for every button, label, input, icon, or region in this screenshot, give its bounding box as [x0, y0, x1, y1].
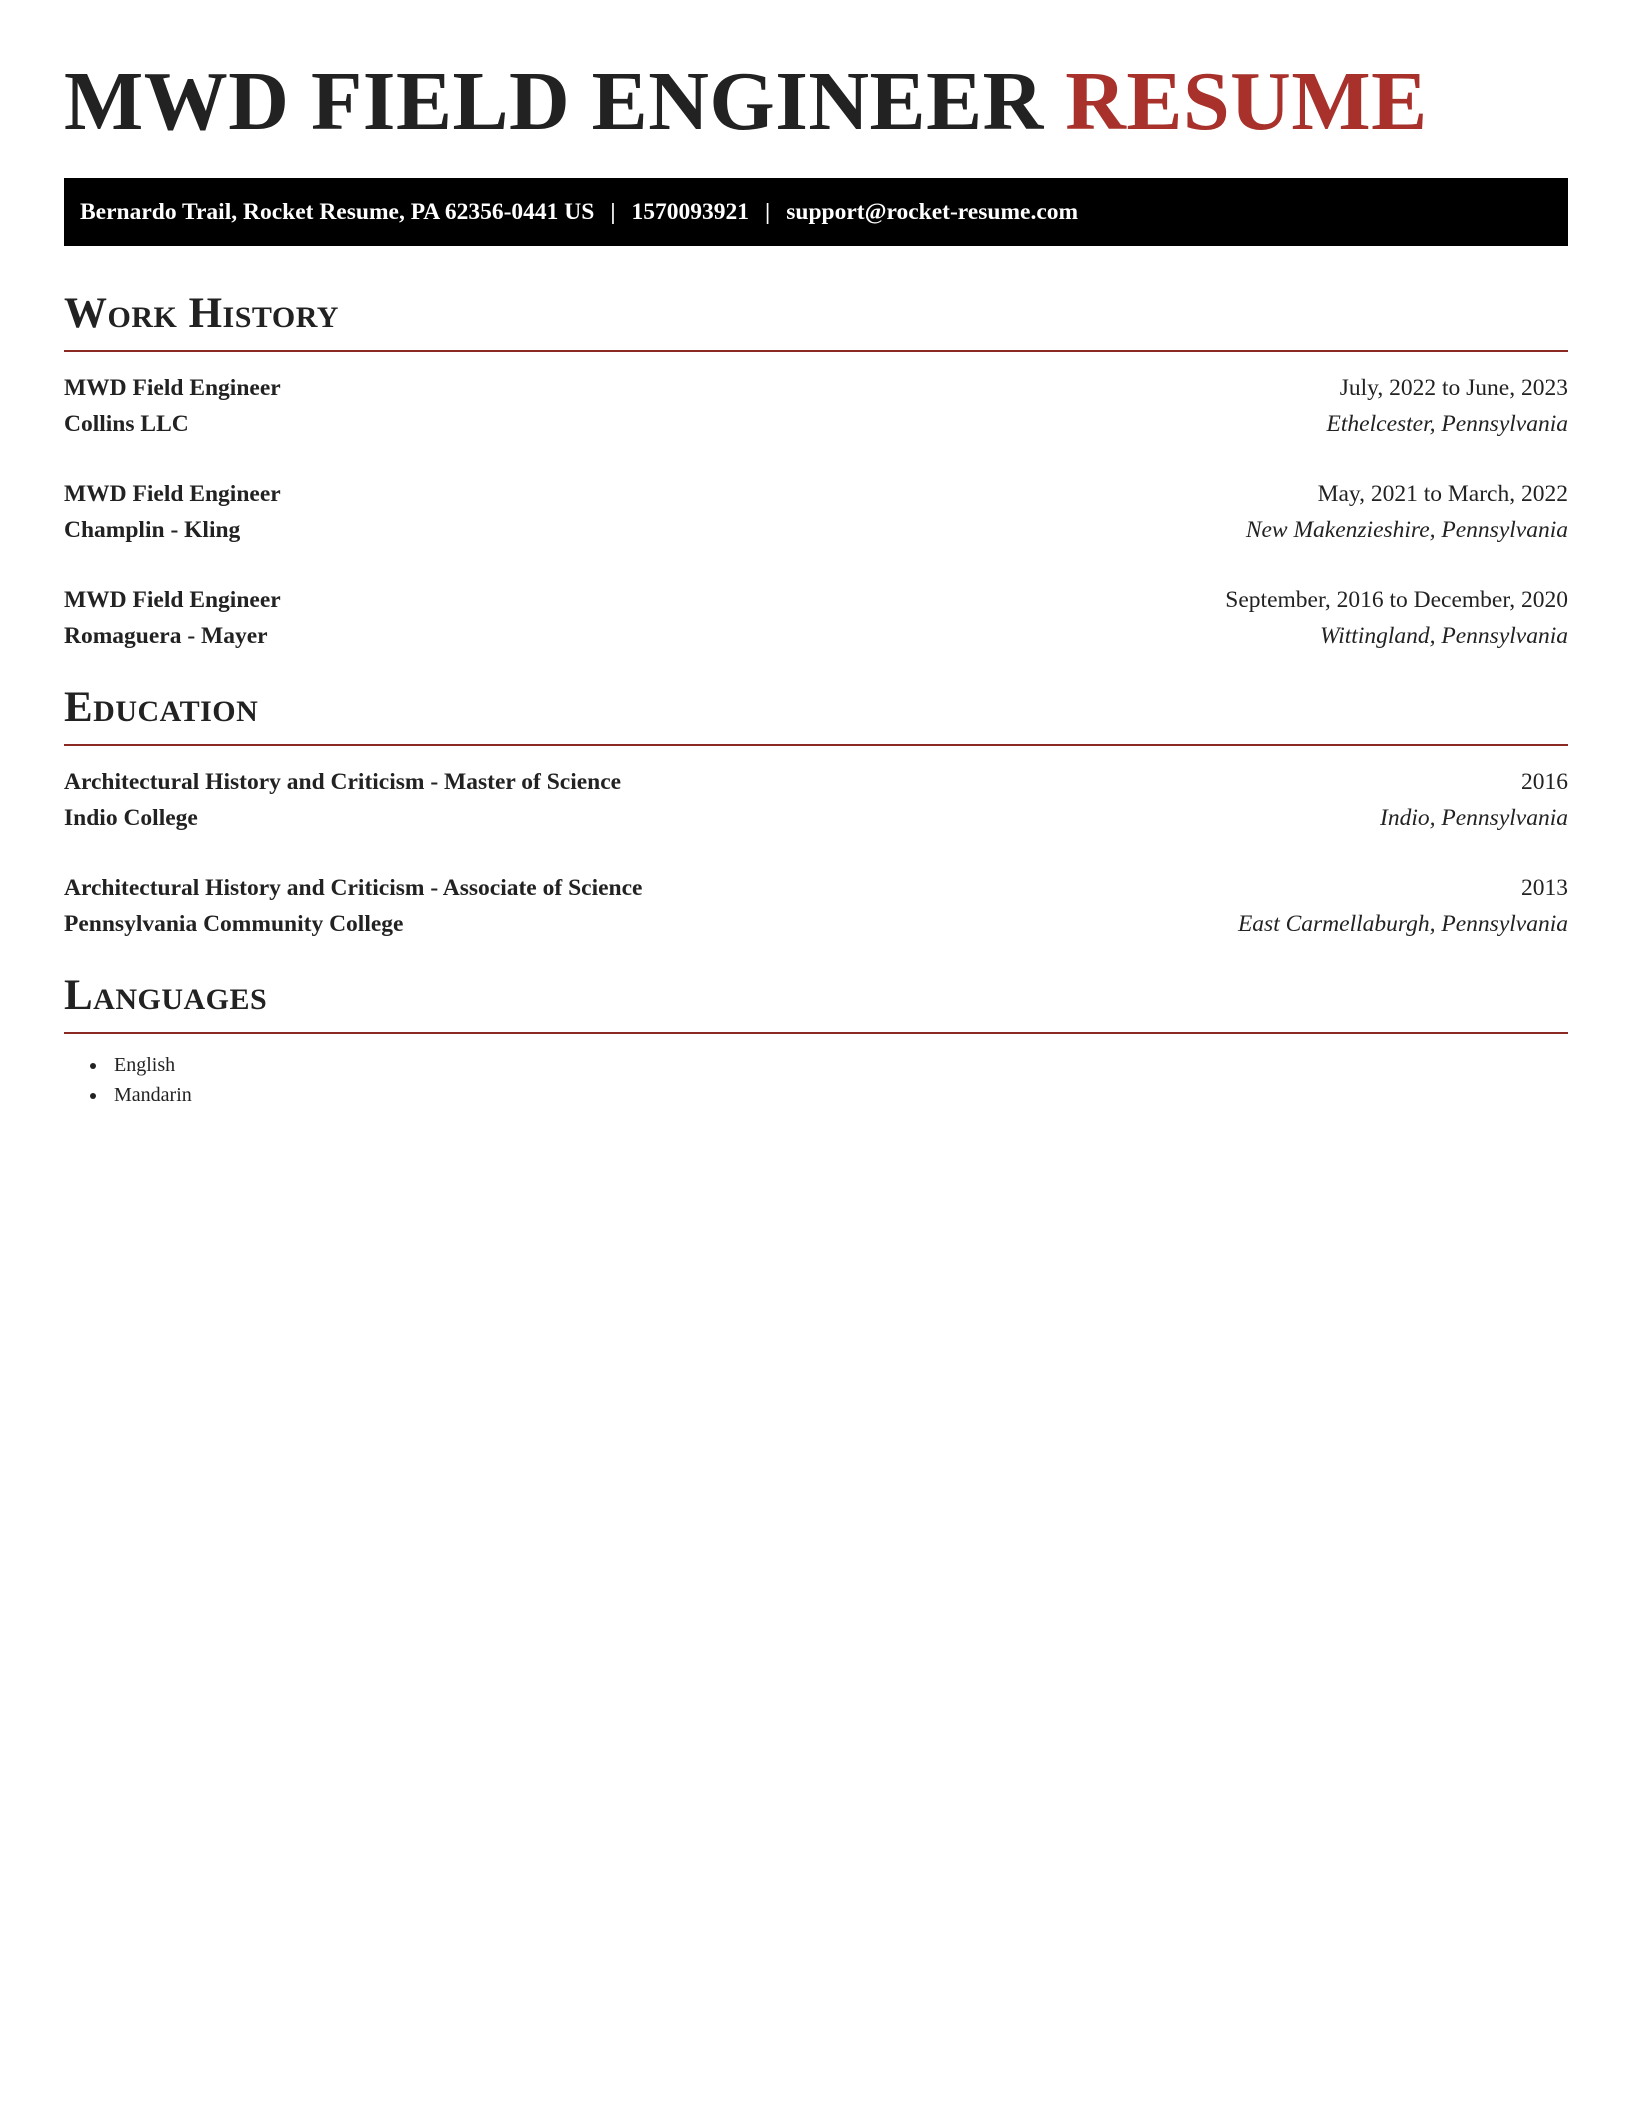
- contact-bar: [64, 178, 1568, 246]
- title-main: MWD FIELD ENGINEER: [64, 55, 1044, 148]
- section-divider: [64, 744, 1568, 746]
- contact-separator: |: [610, 198, 616, 225]
- company-name: Romaguera - Mayer: [64, 623, 268, 649]
- work-entry: [64, 582, 1568, 654]
- section-heading-work-history: Work History: [64, 290, 339, 337]
- education-entry: [64, 870, 1568, 942]
- work-history-section: [64, 290, 1568, 654]
- language-item: • English: [108, 1050, 1568, 1080]
- company-name: Collins LLC: [64, 411, 189, 437]
- title-accent: RESUME: [1065, 55, 1428, 148]
- company-name: Champlin - Kling: [64, 517, 241, 543]
- graduation-year: 2016: [1521, 769, 1568, 795]
- contact-address: Bernardo Trail, Rocket Resume, PA 62356-0441 US: [80, 198, 595, 225]
- job-title: MWD Field Engineer: [64, 587, 281, 613]
- degree-name: Architectural History and Criticism - Associate of Science: [64, 875, 643, 901]
- job-title: MWD Field Engineer: [64, 375, 281, 401]
- job-location: New Makenzieshire, Pennsylvania: [1245, 517, 1568, 543]
- school-location: East Carmellaburgh, Pennsylvania: [1237, 911, 1568, 937]
- school-location: Indio, Pennsylvania: [1380, 805, 1568, 831]
- work-entry: [64, 370, 1568, 442]
- language-item: • Mandarin: [108, 1080, 1568, 1110]
- contact-email: support@rocket-resume.com: [786, 198, 1079, 225]
- school-name: Pennsylvania Community College: [64, 911, 404, 937]
- section-divider: [64, 350, 1568, 352]
- contact-phone: 1570093921: [631, 198, 750, 225]
- job-dates: July, 2022 to June, 2023: [1339, 375, 1568, 401]
- job-dates: September, 2016 to December, 2020: [1225, 587, 1568, 613]
- job-location: Ethelcester, Pennsylvania: [1326, 411, 1568, 437]
- graduation-year: 2013: [1521, 875, 1568, 901]
- languages-section: [64, 972, 1568, 1110]
- education-section: [64, 684, 1568, 942]
- language-list: [64, 1050, 1568, 1110]
- section-divider: [64, 1032, 1568, 1034]
- job-dates: May, 2021 to March, 2022: [1317, 481, 1568, 507]
- degree-name: Architectural History and Criticism - Master of Science: [64, 769, 622, 795]
- work-entry: [64, 476, 1568, 548]
- contact-separator: |: [765, 198, 771, 225]
- section-heading-education: Education: [64, 684, 259, 731]
- resume-title: [64, 56, 1568, 148]
- school-name: Indio College: [64, 805, 198, 831]
- job-location: Wittingland, Pennsylvania: [1319, 623, 1568, 649]
- education-entry: [64, 764, 1568, 836]
- job-title: MWD Field Engineer: [64, 481, 281, 507]
- section-heading-languages: Languages: [64, 972, 268, 1019]
